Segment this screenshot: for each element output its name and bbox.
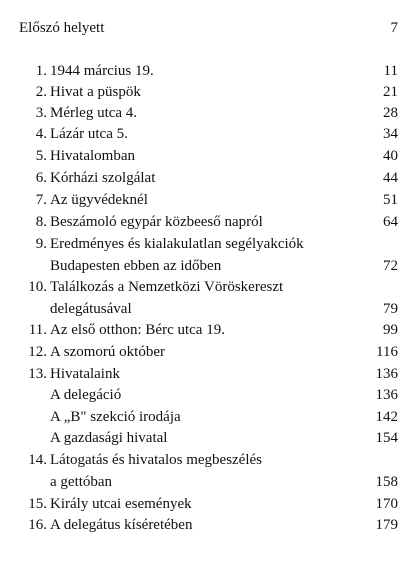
toc-entry-14 (0, 450, 415, 471)
toc-entry-2 (0, 82, 415, 103)
toc-page-number: 72 (383, 258, 398, 274)
toc-entry-3 (0, 103, 415, 124)
toc-page-number: 136 (375, 387, 398, 403)
toc-page-number: 51 (383, 192, 398, 208)
toc-entry-11 (0, 320, 415, 341)
toc-entry-16 (0, 515, 415, 536)
toc-number: 12. (28, 344, 47, 360)
toc-number: 13. (28, 366, 47, 382)
toc-number: 4. (35, 126, 47, 142)
toc-entry-4 (0, 124, 415, 145)
toc-number: 16. (28, 517, 47, 533)
toc-title-continued: delegátusával (50, 301, 132, 317)
toc-title: Király utcai események (50, 496, 192, 512)
toc-number: 14. (28, 452, 47, 468)
toc-page-number: 34 (383, 126, 398, 142)
toc-title: Hivat a püspök (50, 84, 141, 100)
toc-page-number: 142 (375, 409, 398, 425)
toc-entry-10-continued (0, 299, 415, 320)
toc-subtitle: A „B" szekció irodája (50, 409, 181, 425)
toc-title: Hivatalaink (50, 366, 120, 382)
toc-page-number: 99 (383, 322, 398, 338)
toc-subentry (0, 428, 415, 449)
toc-subentry (0, 385, 415, 406)
toc-preface (0, 18, 415, 39)
toc-number: 7. (35, 192, 47, 208)
toc-page-number: 7 (390, 20, 398, 36)
toc-page-number: 64 (383, 214, 398, 230)
toc-entry-7 (0, 190, 415, 211)
toc-entry-12 (0, 342, 415, 363)
toc-number: 5. (35, 148, 47, 164)
toc-entry-9 (0, 234, 415, 255)
toc-entry-6 (0, 168, 415, 189)
toc-entry-10 (0, 277, 415, 298)
toc-title: Eredményes és kialakulatlan segélyakciók (50, 236, 304, 252)
toc-title: A szomorú október (50, 344, 165, 360)
toc-title-continued: a gettóban (50, 474, 113, 490)
toc-entry-15 (0, 494, 415, 515)
toc-page-number: 116 (376, 344, 398, 360)
toc-title: Előszó helyett (19, 20, 105, 36)
toc-number: 2. (35, 84, 47, 100)
toc-title: Kórházi szolgálat (50, 170, 156, 186)
toc-title: Az első otthon: Bérc utca 19. (50, 322, 225, 338)
toc-title: Hivatalomban (50, 148, 135, 164)
toc-page-number: 179 (375, 517, 398, 533)
toc-number: 8. (35, 214, 47, 230)
toc-entry-1 (0, 61, 415, 82)
toc-page-number: 158 (375, 474, 398, 490)
toc-entry-5 (0, 146, 415, 167)
toc-title: Találkozás a Nemzetközi Vöröskereszt (50, 279, 284, 295)
toc-page-number: 79 (383, 301, 398, 317)
toc-entry-9-continued (0, 256, 415, 277)
toc-number: 3. (35, 105, 47, 121)
toc-page-number: 170 (375, 496, 398, 512)
toc-number: 11. (28, 322, 47, 338)
toc-page-number: 28 (383, 105, 398, 121)
toc-page-number: 40 (383, 148, 398, 164)
toc-title-continued: Budapesten ebben az időben (50, 258, 222, 274)
toc-page-number: 136 (375, 366, 398, 382)
toc-title: Látogatás és hivatalos megbeszélés (50, 452, 263, 468)
toc-title: Mérleg utca 4. (50, 105, 138, 121)
toc-number: 1. (35, 63, 47, 79)
toc-number: 9. (35, 236, 47, 252)
toc-number: 15. (28, 496, 47, 512)
toc-title: Az ügyvédeknél (50, 192, 148, 208)
toc-entry-13 (0, 364, 415, 385)
toc-subtitle: A gazdasági hivatal (50, 430, 168, 446)
toc-title: 1944 március 19. (50, 63, 154, 79)
toc-page-number: 44 (383, 170, 398, 186)
toc-number: 6. (35, 170, 47, 186)
toc-page-number: 11 (383, 63, 398, 79)
toc-title: Beszámoló egypár közbeeső napról (50, 214, 263, 230)
toc-page-number: 21 (383, 84, 398, 100)
toc-page-number: 154 (375, 430, 398, 446)
toc-entry-14-continued (0, 472, 415, 493)
toc-title: Lázár utca 5. (50, 126, 128, 142)
toc-entry-8 (0, 212, 415, 233)
toc-number: 10. (28, 279, 47, 295)
toc-subtitle: A delegáció (50, 387, 122, 403)
toc-title: A delegátus kíséretében (50, 517, 193, 533)
toc-subentry (0, 407, 415, 428)
